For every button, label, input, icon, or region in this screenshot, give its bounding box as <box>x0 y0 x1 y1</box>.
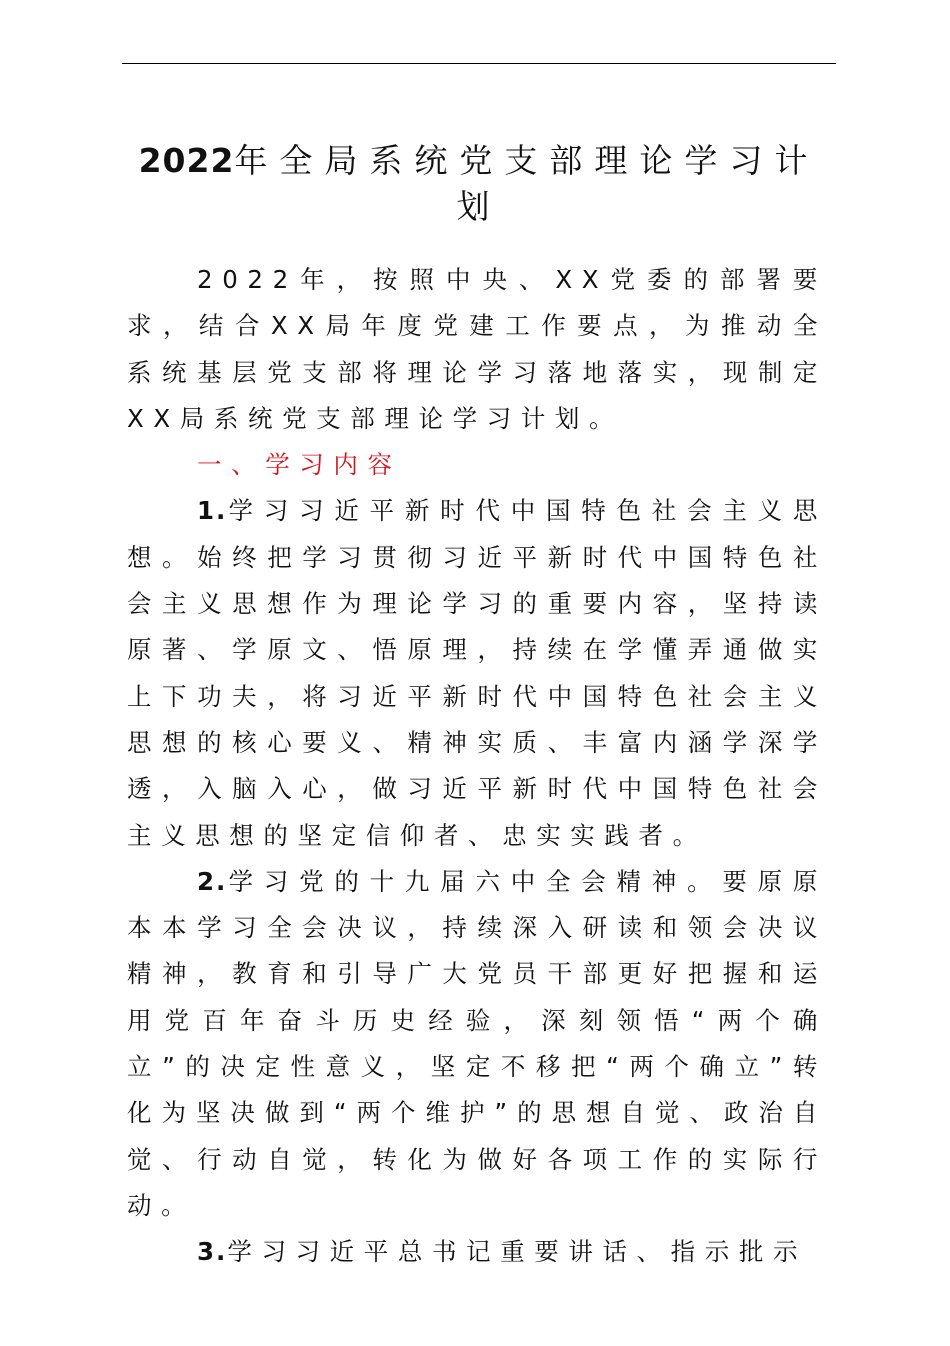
title-year: 2022 <box>138 141 235 180</box>
document-body <box>127 257 827 1276</box>
item-text-1: 学习习近平新时代中国特色社会主义思想。始终把学习贯彻习近平新时代中国特色社会主义思想作为理论学习的重要内容，坚持读原著、学原文、悟原理，持续在学懂弄通做实上下功夫，将习近平新时代中国特色社会主义思想的核心要义、精神实质、丰富内涵学深学透，入脑入心，做习近平新时代中国特色社会主义思想的坚定信仰者、忠实实践者。 <box>127 496 827 850</box>
item-number-3: 3. <box>197 1237 228 1267</box>
item-text-2: 学习党的十九届六中全会精神。要原原本本学习全会决议，持续深入研读和领会决议精神，教育和引导广大党员干部更好把握和运用党百年奋斗历史经验，深刻领悟“两个确立”的决定性意义，坚定不移把“两个确立”转化为坚决做到“两个维护”的思想自觉、政治自觉、行动自觉，转化为做好各项工作的实际行动。 <box>127 866 827 1220</box>
item-paragraph-2 <box>127 859 827 1229</box>
title-text: 年全局系统党支部理论学习计划 <box>234 141 820 226</box>
item-paragraph-1 <box>127 488 827 858</box>
section-heading: 一、学习内容 <box>197 450 402 480</box>
header-rule <box>122 63 836 64</box>
item-number-2: 2. <box>197 866 228 896</box>
item-text-3: 学习习近平总书记重要讲话、指示批示 <box>227 1237 808 1267</box>
intro-paragraph: 2022年，按照中央、XX党委的部署要求，结合XX局年度党建工作要点，为推动全系统基层党支部将理论学习落地落实，现制定XX局系统党支部理论学习计划。 <box>127 265 827 433</box>
document-title <box>122 138 836 230</box>
item-number-1: 1. <box>197 496 228 526</box>
item-paragraph-3 <box>127 1229 827 1275</box>
